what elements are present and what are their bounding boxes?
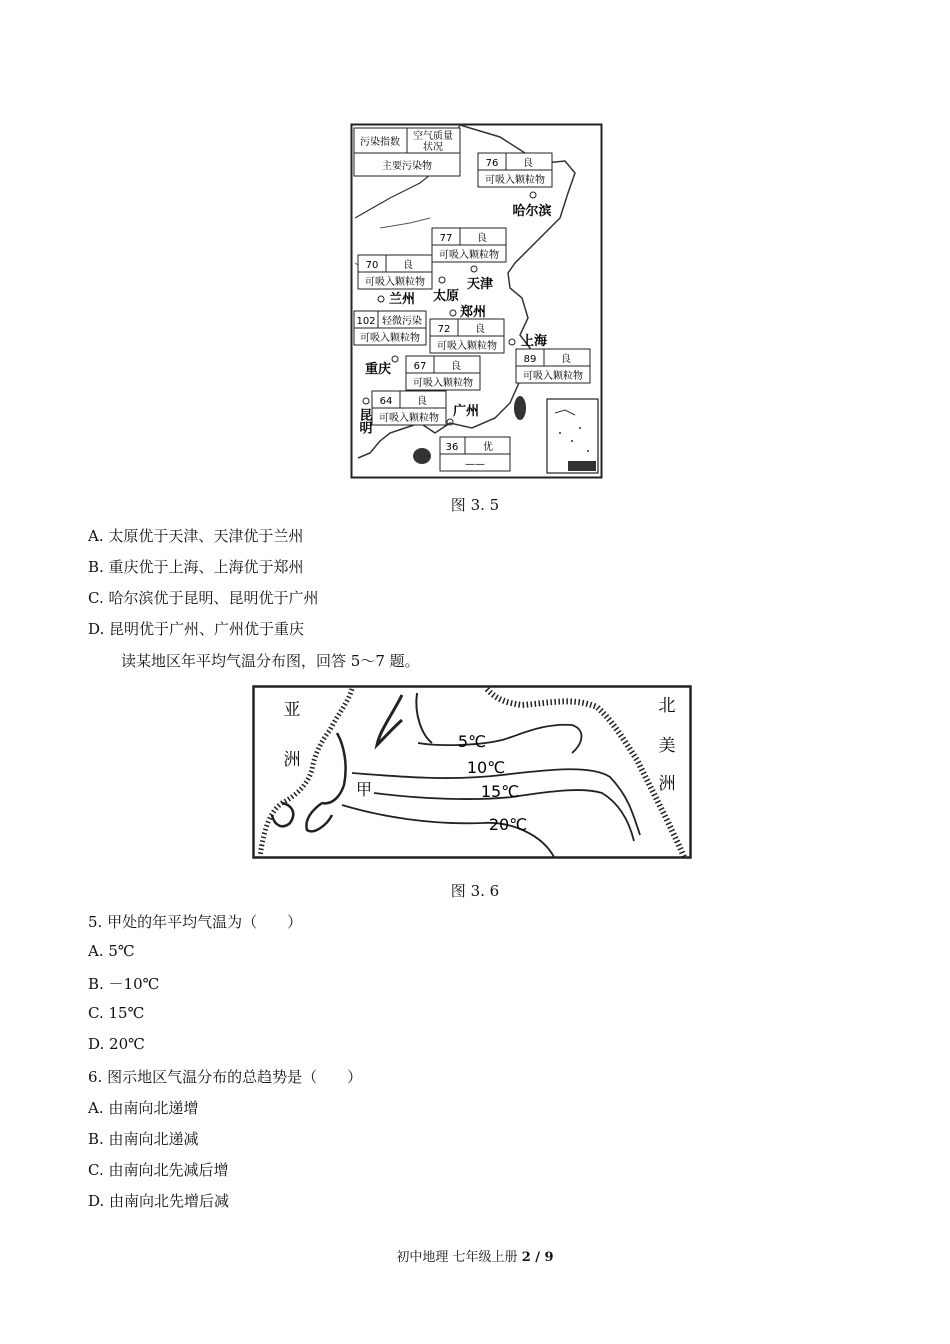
- station-status: 良: [417, 396, 427, 407]
- isotherm-label-10: 10℃: [466, 758, 506, 777]
- legend-pollutant: 主要污染物: [382, 161, 432, 172]
- north-america-label-2: 美: [658, 736, 676, 756]
- station-status: 良: [523, 158, 533, 169]
- asia-label-1: 亚: [283, 700, 301, 720]
- station-pollutant: 可吸入颗粒物: [379, 413, 439, 424]
- station-index: 72: [437, 324, 451, 335]
- station-status: 优: [483, 442, 493, 453]
- asia-label-2: 洲: [283, 750, 301, 770]
- city-label: 昆明: [356, 408, 372, 434]
- north-america-label-3: 洲: [658, 774, 676, 794]
- map-legend: [354, 128, 460, 176]
- station-index: 77: [439, 233, 453, 244]
- q5-option-c: C. 15℃: [88, 1004, 145, 1022]
- station-status: 良: [477, 233, 487, 244]
- q6-option-b: B. 由南向北递减: [88, 1130, 199, 1148]
- station-pollutant: ——: [465, 459, 485, 470]
- city-label: 广州: [452, 404, 480, 419]
- page-footer: [0, 1246, 950, 1265]
- figure-caption-3-5: 图 3. 5: [450, 496, 500, 514]
- station-index: 36: [445, 442, 459, 453]
- station-pollutant: 可吸入颗粒物: [485, 175, 545, 186]
- city-label: 哈尔滨: [512, 204, 552, 219]
- section-intro: 读某地区年平均气温分布图，回答 5～7 题。: [121, 652, 420, 670]
- air-quality-map: [350, 123, 603, 479]
- q4-option-a: A. 太原优于天津、天津优于兰州: [88, 527, 304, 545]
- station-status: 良: [475, 324, 485, 335]
- station-pollutant: 可吸入颗粒物: [523, 371, 583, 382]
- city-label: 上海: [520, 334, 548, 349]
- city-label: 重庆: [364, 362, 392, 377]
- q4-option-b: B. 重庆优于上海、上海优于郑州: [88, 558, 304, 576]
- isotherm-label-20: 20℃: [488, 815, 528, 834]
- q6-option-c: C. 由南向北先减后增: [88, 1161, 229, 1179]
- footer-text: 初中地理 七年级上册: [396, 1250, 522, 1265]
- station-pollutant: 可吸入颗粒物: [360, 333, 420, 344]
- q4-option-c: C. 哈尔滨优于昆明、昆明优于广州: [88, 589, 319, 607]
- q5-option-a: A. 5℃: [88, 942, 135, 960]
- city-label: 郑州: [459, 305, 487, 320]
- legend-index: 污染指数: [360, 137, 400, 148]
- station-index: 76: [485, 158, 499, 169]
- station-pollutant: 可吸入颗粒物: [365, 277, 425, 288]
- station-pollutant: 可吸入颗粒物: [437, 341, 497, 352]
- station-pollutant: 可吸入颗粒物: [413, 378, 473, 389]
- legend-quality-2: 状况: [423, 142, 443, 153]
- isotherm-map: [252, 685, 692, 859]
- q5-option-d: D. 20℃: [88, 1035, 145, 1053]
- station-status: 良: [451, 361, 461, 372]
- city-label: 太原: [432, 289, 460, 304]
- station-status: 良: [561, 354, 571, 365]
- station-index: 70: [365, 260, 379, 271]
- legend-quality-1: 空气质量: [413, 131, 453, 142]
- q6-option-a: A. 由南向北递增: [88, 1099, 199, 1117]
- station-index: 89: [523, 354, 537, 365]
- q4-option-d: D. 昆明优于广州、广州优于重庆: [88, 620, 305, 638]
- question-5-stem: 5. 甲处的年平均气温为（ ）: [88, 913, 303, 931]
- station-index: 102: [356, 316, 376, 327]
- question-6-stem: 6. 图示地区气温分布的总趋势是（ ）: [88, 1068, 363, 1086]
- q6-option-d: D. 由南向北先增后减: [88, 1192, 230, 1210]
- figure-caption-3-6: 图 3. 6: [450, 882, 500, 900]
- station-pollutant: 可吸入颗粒物: [439, 250, 499, 261]
- station-status: 轻微污染: [382, 316, 422, 327]
- city-label: 天津: [466, 277, 494, 292]
- point-jia-label: 甲: [355, 780, 373, 799]
- city-label: 兰州: [388, 292, 416, 307]
- station-index: 67: [413, 361, 427, 372]
- isotherm-label-5: 5℃: [457, 732, 487, 751]
- q5-option-b: B. －10℃: [88, 975, 160, 993]
- station-status: 良: [403, 260, 413, 271]
- north-america-label-1: 北: [658, 696, 676, 716]
- page-number: 2 / 9: [521, 1250, 554, 1265]
- station-index: 64: [379, 396, 393, 407]
- isotherm-label-15: 15℃: [480, 782, 520, 801]
